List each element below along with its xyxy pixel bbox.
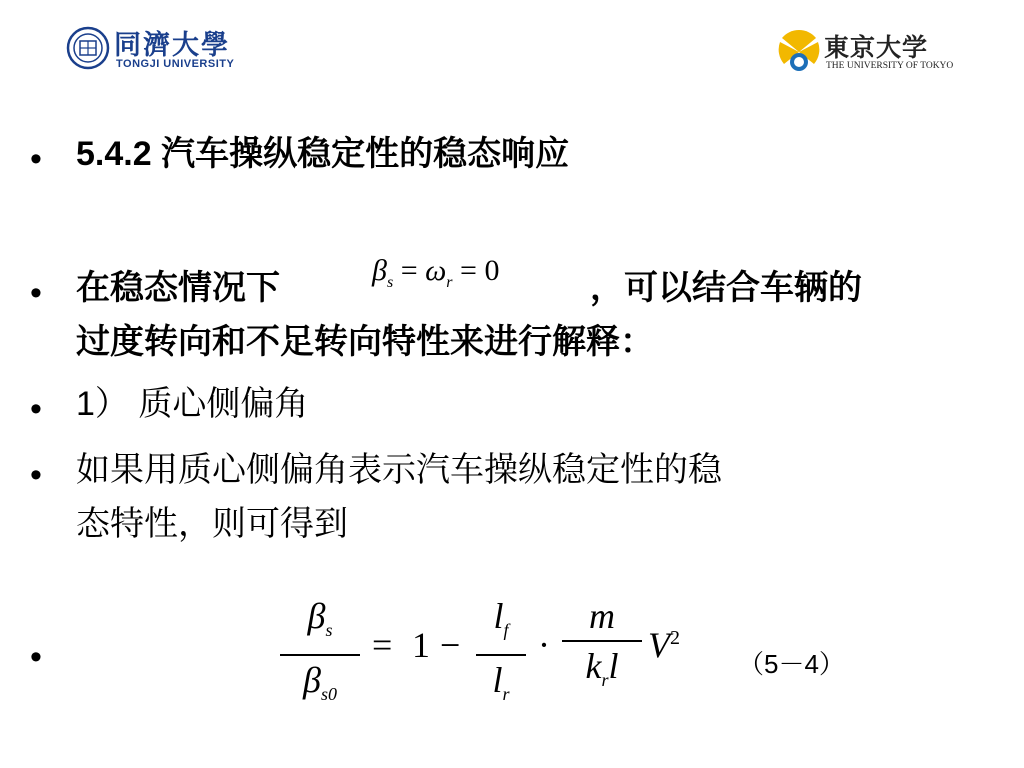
sideslip-desc-line2: 态特性，则可得到 bbox=[76, 505, 348, 543]
inline-equation: $\beta_s = \omega_r = 0$ bbox=[372, 254, 500, 291]
tongji-logo bbox=[66, 22, 256, 74]
steady-state-text-before: 在稳态情况下 bbox=[76, 269, 280, 307]
tongji-seal-icon bbox=[66, 26, 110, 70]
fraction-beta: $\beta_s$ $\beta_{s0}$ bbox=[280, 596, 360, 714]
tokyo-logo bbox=[776, 26, 956, 76]
sideslip-desc-line1: 如果用质心侧偏角表示汽车操纵稳定性的稳 bbox=[76, 451, 722, 489]
fraction-m-krl: m $k_rl$ bbox=[562, 596, 642, 700]
tongji-name-cn: 同濟大學 bbox=[114, 30, 230, 61]
sideslip-equation: $\beta_s$ $\beta_{s0}$ = 1 − $l_f$ $l_r$ · m $k_rl$ $V^2$ bbox=[280, 596, 720, 700]
tongji-name-en: TONGJI UNIVERSITY bbox=[116, 58, 235, 70]
bullet-marker: • bbox=[30, 456, 42, 494]
bullet-marker: • bbox=[30, 274, 42, 312]
bullet-marker: • bbox=[30, 140, 42, 178]
sideslip-heading: 1） 质心侧偏角 bbox=[76, 385, 309, 423]
tokyo-name-cn: 東京大学 bbox=[824, 33, 929, 62]
fraction-bar bbox=[476, 654, 526, 656]
bullet-marker: • bbox=[30, 390, 42, 428]
fraction-lf-lr: $l_f$ $l_r$ bbox=[476, 596, 526, 714]
tokyo-name-en: THE UNIVERSITY OF TOKYO bbox=[826, 61, 954, 71]
fraction-bar bbox=[562, 640, 642, 642]
bullet-marker: • bbox=[30, 638, 42, 676]
fraction-bar bbox=[280, 654, 360, 656]
steady-state-line2: 过度转向和不足转向特性来进行解释： bbox=[76, 323, 654, 361]
equation-number: （5－4） bbox=[738, 649, 845, 679]
steady-state-text-after: ，可以结合车辆的 bbox=[590, 269, 862, 307]
ginkgo-icon bbox=[776, 28, 822, 74]
section-heading: 5.4.2 汽车操纵稳定性的稳态响应 bbox=[76, 135, 570, 173]
